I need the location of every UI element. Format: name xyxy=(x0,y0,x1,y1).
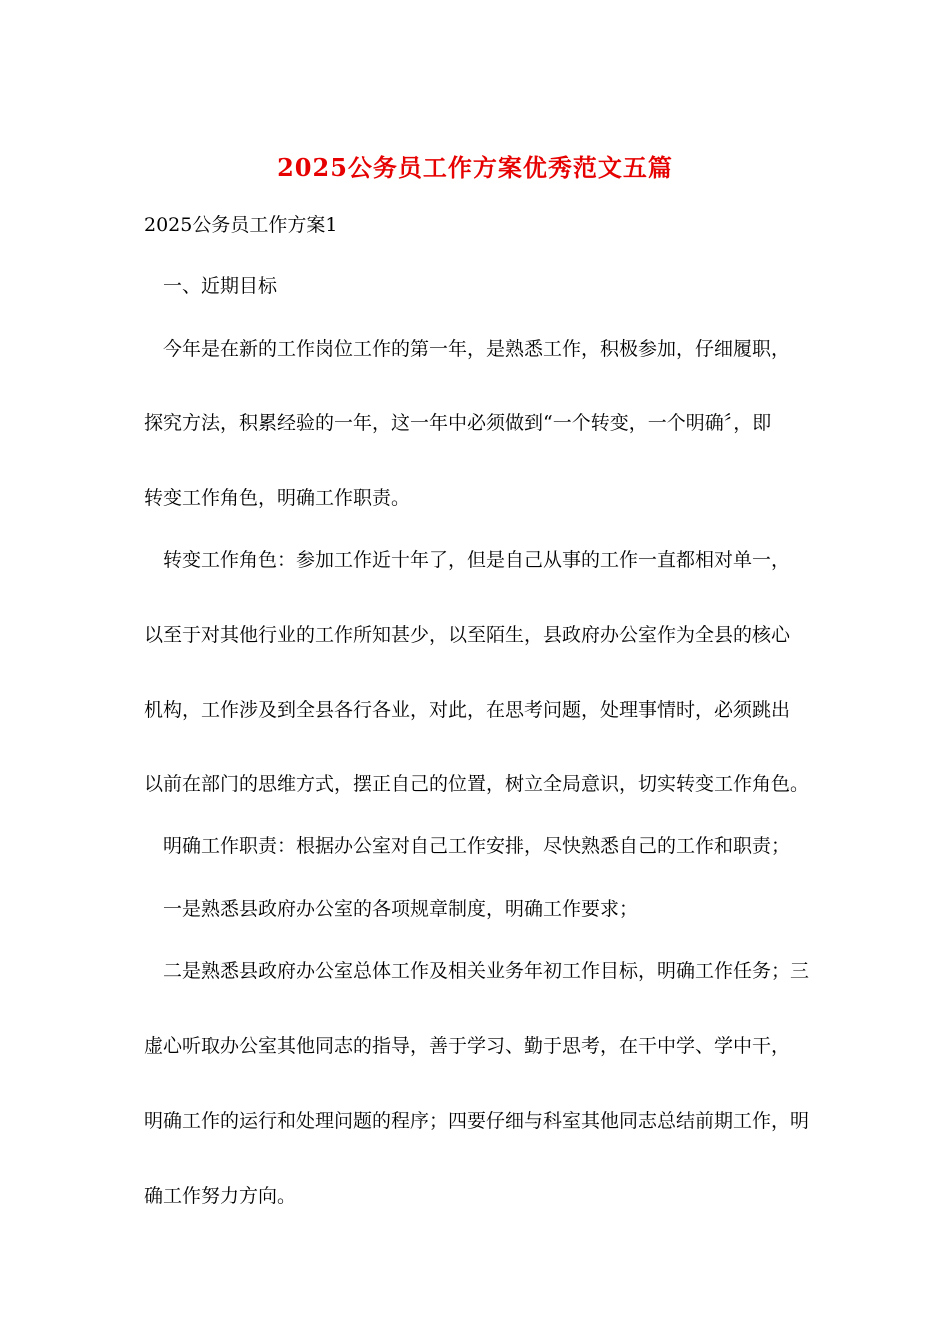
paragraph-line: 明确工作职责：根据办公室对自己工作安排，尽快熟悉自己的工作和职责； xyxy=(163,835,791,857)
paragraph-line: 明确工作的运行和处理问题的程序；四要仔细与科室其他同志总结前期工作，明 xyxy=(144,1110,810,1132)
paragraph-line: 确工作努力方向。 xyxy=(144,1185,297,1207)
section-heading: 2025公务员工作方案1 xyxy=(144,214,338,236)
paragraph-line: 二是熟悉县政府办公室总体工作及相关业务年初工作目标，明确工作任务；三 xyxy=(163,960,810,982)
document-title: 2025公务员工作方案优秀范文五篇 xyxy=(277,153,673,182)
paragraph-line: 转变工作角色，明确工作职责。 xyxy=(144,487,411,509)
paragraph-line: 转变工作角色：参加工作近十年了，但是自己从事的工作一直都相对单一， xyxy=(163,549,791,571)
paragraph-line: 以至于对其他行业的工作所知甚少，以至陌生，县政府办公室作为全县的核心 xyxy=(144,624,791,646)
paragraph-line: 虚心听取办公室其他同志的指导，善于学习、勤于思考，在干中学、学中干， xyxy=(144,1035,791,1057)
paragraph-line: 今年是在新的工作岗位工作的第一年，是熟悉工作，积极参加，仔细履职， xyxy=(163,338,791,360)
paragraph-line: 以前在部门的思维方式，摆正自己的位置，树立全局意识，切实转变工作角色。 xyxy=(144,773,810,795)
paragraph-line: 一、近期目标 xyxy=(163,275,278,297)
paragraph-line: 机构，工作涉及到全县各行各业，对此，在思考问题，处理事情时，必须跳出 xyxy=(144,699,791,721)
paragraph-line: 一是熟悉县政府办公室的各项规章制度，明确工作要求； xyxy=(163,898,639,920)
paragraph-line: 探究方法，积累经验的一年，这一年中必须做到“一个转变，一个明确〞，即 xyxy=(144,412,772,434)
